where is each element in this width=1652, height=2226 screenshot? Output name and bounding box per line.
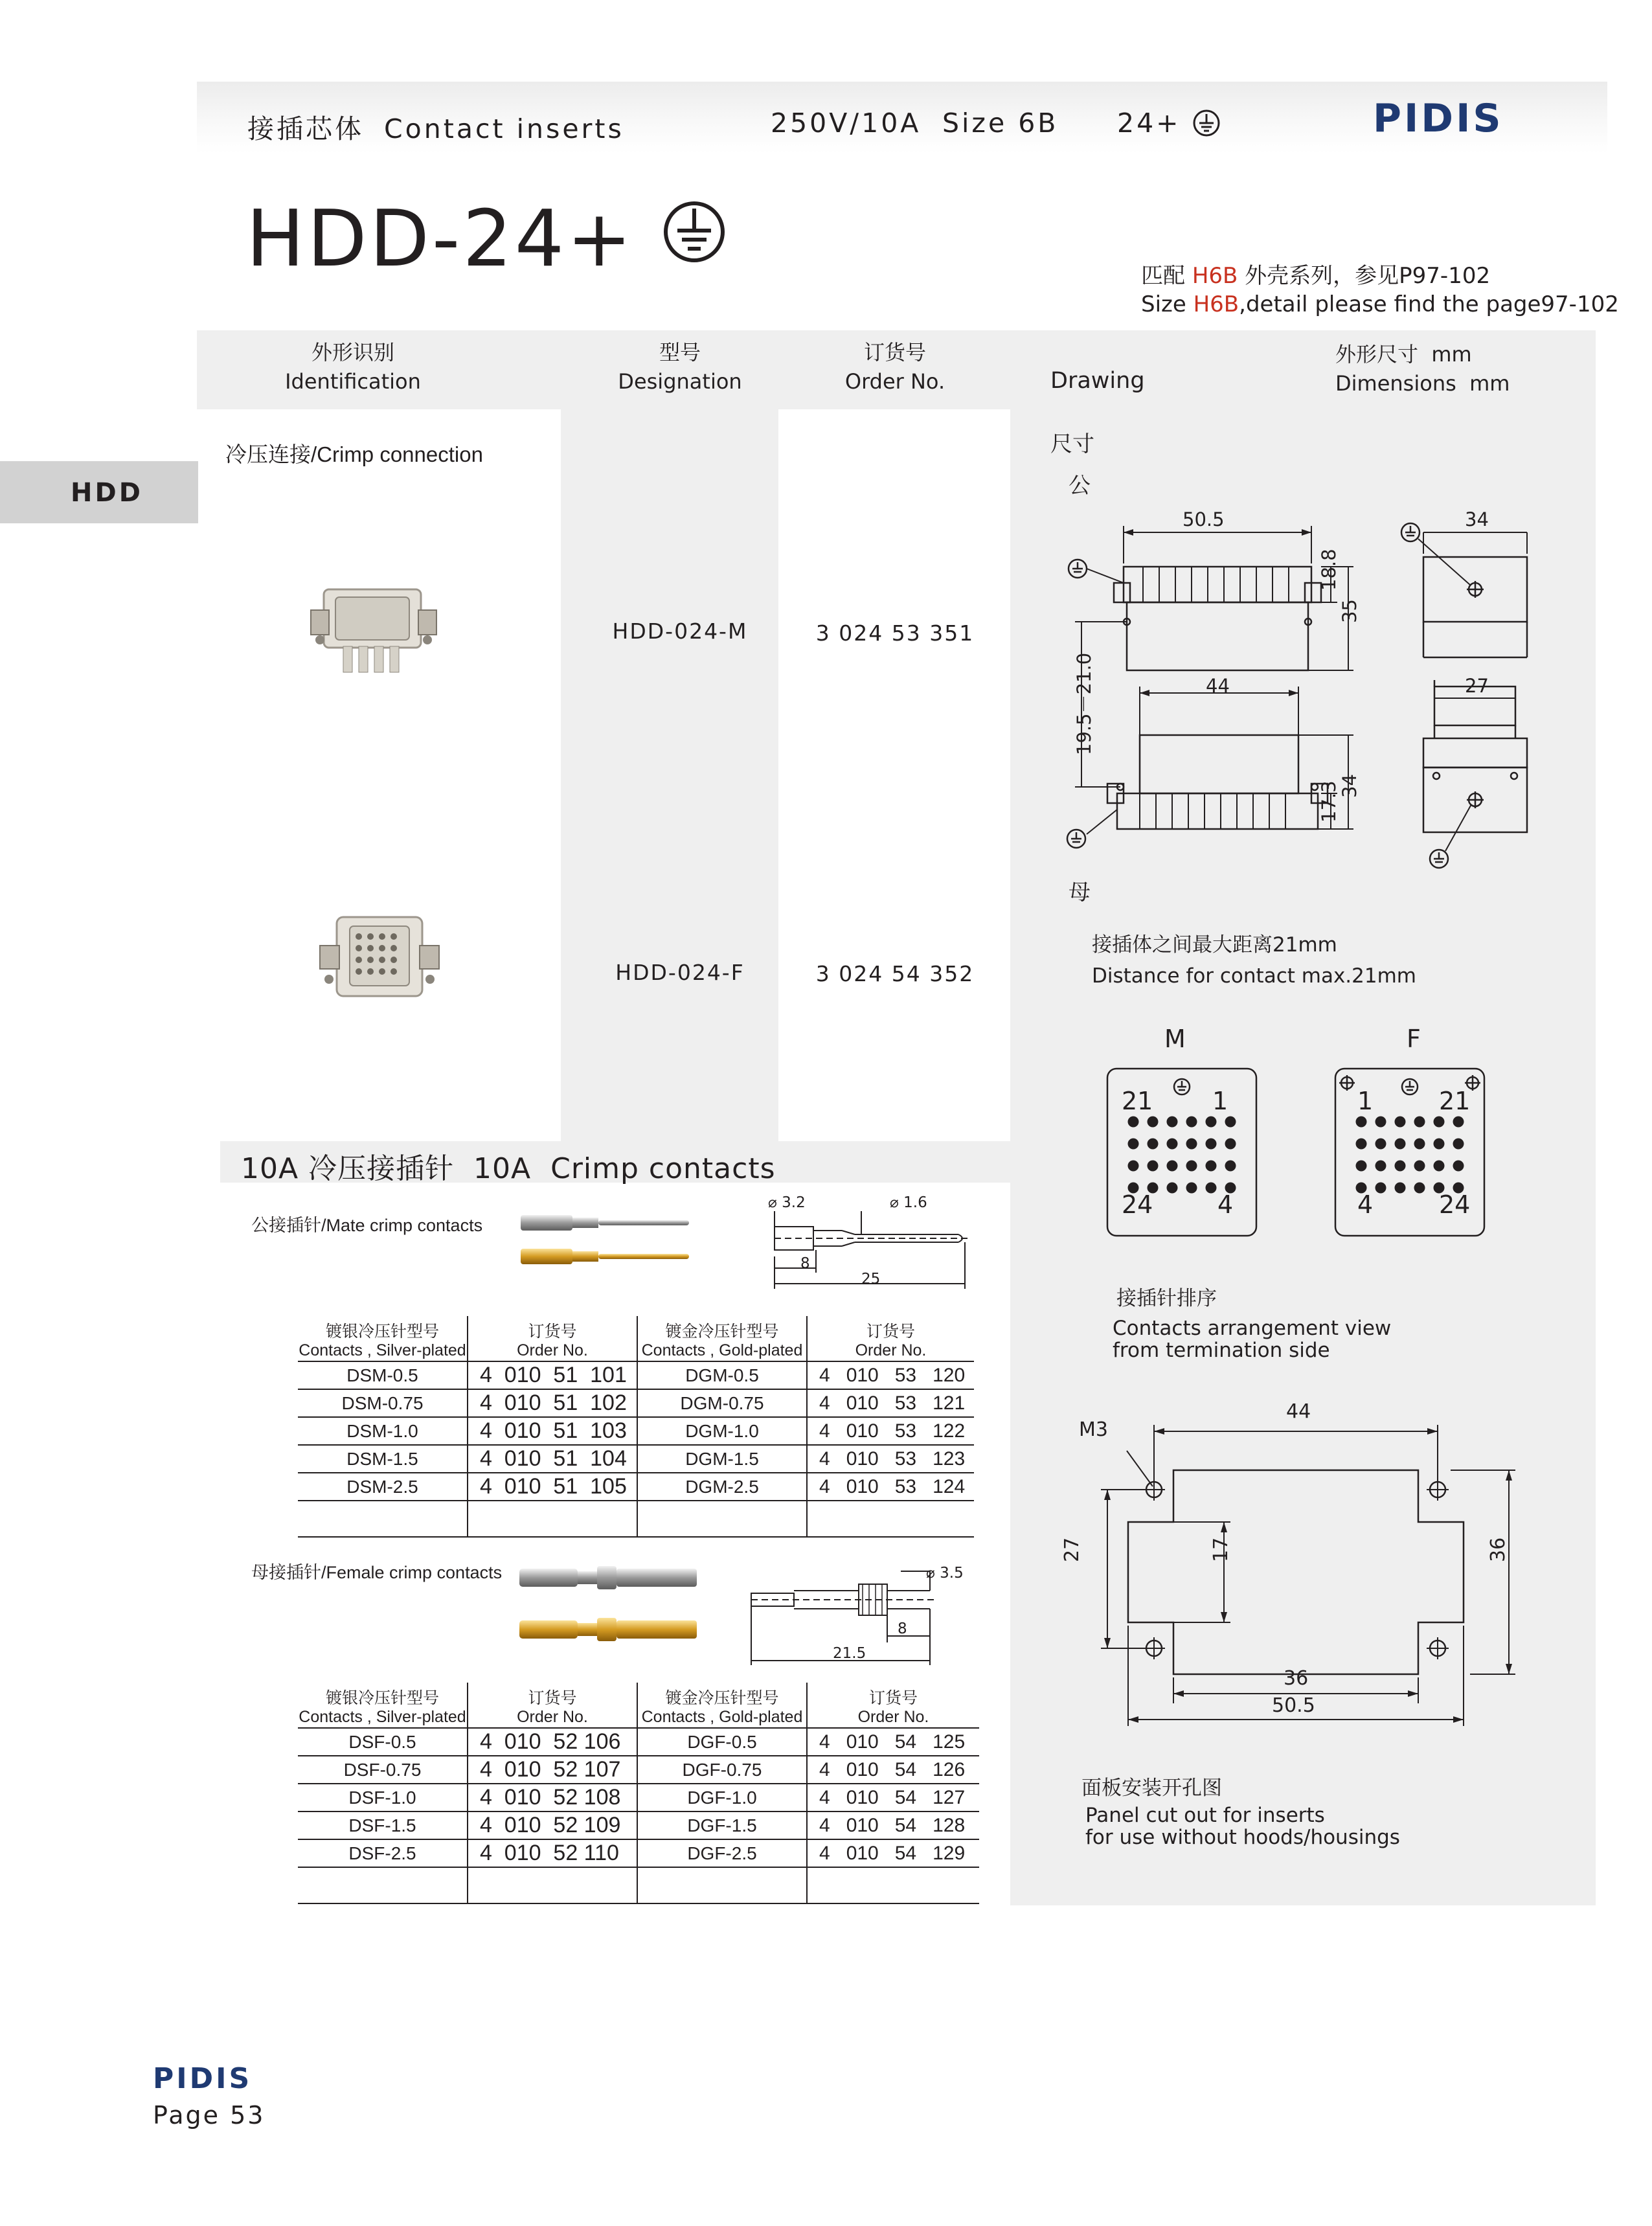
dim-19-5-21-0: 19.5－21.0 [1073, 652, 1095, 755]
female-table-cell-silver-no: 4 010 52 106 [468, 1728, 637, 1756]
header-category [247, 108, 624, 146]
match-en-prefix: Size [1141, 291, 1186, 317]
mate-table-cell-gold-no: 4 010 53 122 [807, 1417, 974, 1445]
female-insert-photo [315, 908, 444, 1005]
cutout-dim-50-5: 50.5 [1272, 1694, 1315, 1717]
dim-50-5: 50.5 [1182, 508, 1225, 530]
arrangement-note-cn: 接插针排序 [1116, 1287, 1217, 1310]
female-head-order-1 [468, 1683, 637, 1728]
col-designation-en: Designation [618, 369, 742, 394]
mate-table-cell-silver: DSM-0.75 [298, 1389, 468, 1417]
order-no-female: 3 024 54 352 [815, 961, 975, 986]
dim-17-3: 17.3 [1318, 780, 1340, 823]
designation-male: HDD-024-M [612, 619, 748, 644]
f-corner-bl: 4 [1357, 1190, 1374, 1219]
crimp-section-title: 10A 冷压接插针 10A Crimp contacts [241, 1152, 776, 1185]
contact-pin [1225, 1117, 1236, 1128]
col-dimensions-unit: mm [1431, 342, 1472, 367]
female-head-order-1-en: Order No. [517, 1708, 588, 1726]
female-head-gold-en: Contacts , Gold-plated [641, 1708, 803, 1726]
footer-page: Page 53 [153, 2101, 266, 2129]
mate-head-order-2-cn: 订货号 [866, 1323, 915, 1341]
col-dimensions-unit-en: mm [1469, 371, 1510, 396]
dim-18-8: 18.8 [1318, 549, 1340, 591]
female-table-cell-silver-no: 4 010 52 108 [468, 1784, 637, 1811]
mate-table-cell-gold: DGM-1.0 [637, 1417, 807, 1445]
mate-table-row-empty [298, 1501, 974, 1537]
female-table-row [298, 1839, 979, 1867]
mate-table-cell-silver: DSM-1.5 [298, 1445, 468, 1473]
female-table-cell-gold-no: 4 010 54 129 [807, 1839, 979, 1867]
match-cn-suffix: 外壳系列，参见P97-102 [1245, 263, 1491, 289]
m-corner-br: 4 [1217, 1190, 1234, 1219]
cutout-note-en-2: for use without hoods/housings [1085, 1826, 1400, 1849]
female-table-cell-gold: DGF-1.5 [637, 1811, 807, 1839]
contact-pin [1128, 1139, 1139, 1150]
crimp-connection-label: 冷压连接/Crimp connection [225, 442, 483, 466]
female-contacts-photo [515, 1556, 703, 1653]
col-designation [583, 338, 777, 396]
female-head-order-1-cn: 订货号 [528, 1689, 577, 1707]
contact-pin [1186, 1161, 1197, 1172]
contact-pin [1167, 1117, 1178, 1128]
m-corner-tl: 21 [1122, 1087, 1153, 1115]
match-en-suffix: ,detail please find the page97-102 [1239, 291, 1619, 317]
arrangement-note-en-1: Contacts arrangement view [1113, 1317, 1392, 1340]
cutout-dim-36-horizontal: 36 [1284, 1667, 1309, 1690]
female-table-row [298, 1756, 979, 1784]
header-rating: 250V/10A [771, 108, 922, 139]
contact-pin [1356, 1161, 1367, 1172]
mate-head-gold-cn: 镀金冷压针型号 [665, 1323, 779, 1341]
mate-table-cell-silver: DSM-2.5 [298, 1473, 468, 1501]
cutout-dim-36-vertical: 36 [1487, 1537, 1510, 1562]
female-head-order-2-cn: 订货号 [868, 1689, 918, 1707]
mate-table-cell-gold-no: 4 010 53 123 [807, 1445, 974, 1473]
contact-pin [1414, 1117, 1425, 1128]
mate-contacts-label-cn: 公接插针 [251, 1216, 321, 1235]
designation-female: HDD-024-F [615, 960, 745, 985]
contact-pin [1414, 1183, 1425, 1194]
female-table-cell-silver-no: 4 010 52 110 [468, 1839, 637, 1867]
match-note-en [1141, 291, 1619, 317]
contact-pin [1375, 1139, 1386, 1150]
contact-pin [1128, 1117, 1139, 1128]
contact-pin [1356, 1139, 1367, 1150]
contact-pin [1395, 1161, 1406, 1172]
arrangement-f-label: F [1407, 1025, 1421, 1053]
f-corner-tr: 21 [1439, 1087, 1471, 1115]
arrangement-m-label: M [1164, 1025, 1186, 1053]
female-dim-3: 21.5 [833, 1645, 866, 1662]
mate-table-cell-silver: DSM-0.5 [298, 1361, 468, 1389]
contact-pin [1375, 1183, 1386, 1194]
mate-table-cell-silver-no: 4 010 51 102 [468, 1389, 637, 1417]
col-dimensions-en: Dimensions [1335, 371, 1456, 396]
female-contacts-label-cn: 母接插针 [251, 1563, 321, 1582]
mate-dim-4: 25 [861, 1271, 881, 1288]
mate-head-order-2-en: Order No. [855, 1341, 927, 1359]
f-corner-br: 24 [1439, 1190, 1471, 1219]
contact-pin [1395, 1139, 1406, 1150]
mate-dim-2: ⌀ 1.6 [890, 1194, 927, 1211]
drawing-female-label: 母 [1069, 880, 1091, 905]
mate-table-row [298, 1417, 974, 1445]
female-table-cell-silver: DSF-1.0 [298, 1784, 468, 1811]
contact-pin [1186, 1117, 1197, 1128]
mate-head-gold-en: Contacts , Gold-plated [641, 1341, 803, 1359]
earth-icon [662, 199, 727, 264]
col-drawing: Drawing [1050, 368, 1145, 394]
female-table-cell-silver: DSF-2.5 [298, 1839, 468, 1867]
female-table-cell-empty [298, 1867, 468, 1903]
contact-pin [1395, 1117, 1406, 1128]
drawing-male-label: 公 [1069, 473, 1091, 499]
female-table-cell-empty [468, 1867, 637, 1903]
female-head-order-2 [807, 1683, 979, 1728]
page-title-text: HDD-24+ [246, 194, 635, 284]
female-contacts-table [298, 1683, 979, 1904]
contact-pin [1186, 1139, 1197, 1150]
male-insert-photo [304, 576, 447, 680]
cutout-dim-44: 44 [1286, 1400, 1311, 1423]
contact-pin [1148, 1139, 1159, 1150]
contact-pin [1434, 1117, 1445, 1128]
mate-table-cell-gold: DGM-2.5 [637, 1473, 807, 1501]
contact-pin [1167, 1139, 1178, 1150]
col-identification [246, 338, 460, 396]
mate-dim-1: ⌀ 3.2 [768, 1194, 806, 1211]
m-corner-bl: 24 [1122, 1190, 1153, 1219]
dim-35: 35 [1339, 599, 1361, 623]
cutout-note-cn: 面板安装开孔图 [1081, 1777, 1222, 1800]
mate-table-cell-empty [468, 1501, 637, 1537]
f-corner-tl: 1 [1357, 1087, 1374, 1115]
match-note-cn [1141, 258, 1490, 290]
mate-table-row [298, 1445, 974, 1473]
col-identification-en: Identification [285, 369, 421, 394]
header-poles [1117, 108, 1221, 139]
female-table-cell-gold: DGF-0.75 [637, 1756, 807, 1784]
contact-pin [1453, 1139, 1464, 1150]
match-cn-prefix: 匹配 [1141, 263, 1185, 289]
mate-table-header [298, 1316, 974, 1361]
header-brand: PIDIS [1373, 96, 1504, 141]
side-tab-label: HDD [71, 478, 143, 508]
contact-pin [1395, 1183, 1406, 1194]
female-dim-1: ⌀ 3.5 [926, 1565, 964, 1582]
contact-pin [1128, 1161, 1139, 1172]
contact-pin [1453, 1161, 1464, 1172]
female-head-gold-cn: 镀金冷压针型号 [665, 1689, 779, 1707]
col-order-en: Order No. [844, 369, 945, 394]
female-head-silver-en: Contacts , Silver-plated [299, 1708, 466, 1726]
earth-icon [1192, 109, 1221, 137]
mate-table-row [298, 1361, 974, 1389]
header-size: Size 6B [942, 108, 1059, 139]
contact-pin [1453, 1117, 1464, 1128]
female-table-row [298, 1811, 979, 1839]
mate-table-cell-empty [298, 1501, 468, 1537]
distance-note-cn: 接插体之间最大距离21mm [1092, 933, 1337, 957]
female-table-cell-gold-no: 4 010 54 125 [807, 1728, 979, 1756]
contact-pin [1225, 1139, 1236, 1150]
arrangement-note-en-2: from termination side [1113, 1339, 1330, 1362]
page-title [246, 194, 727, 285]
contact-pin [1414, 1161, 1425, 1172]
mate-table-cell-silver: DSM-1.0 [298, 1417, 468, 1445]
mate-table-cell-gold-no: 4 010 53 120 [807, 1361, 974, 1389]
mate-head-order-1-en: Order No. [517, 1341, 588, 1359]
contact-pin [1148, 1161, 1159, 1172]
female-head-gold [637, 1683, 807, 1728]
contact-pin [1167, 1161, 1178, 1172]
dim-27: 27 [1465, 675, 1489, 697]
mate-head-silver-en: Contacts , Silver-plated [299, 1341, 466, 1359]
mate-table-row [298, 1473, 974, 1501]
designation-column-bg [561, 409, 778, 1141]
female-table-cell-gold: DGF-2.5 [637, 1839, 807, 1867]
match-en-hood: H6B [1193, 291, 1239, 317]
footer-brand: PIDIS [153, 2062, 253, 2095]
female-head-order-2-en: Order No. [857, 1708, 929, 1726]
female-table-cell-silver-no: 4 010 52 109 [468, 1811, 637, 1839]
female-table-cell-silver: DSF-0.75 [298, 1756, 468, 1784]
dim-34: 34 [1465, 508, 1489, 530]
mate-head-order-1 [468, 1316, 637, 1361]
mate-head-order-1-cn: 订货号 [528, 1323, 577, 1341]
mate-table-cell-gold: DGM-0.5 [637, 1361, 807, 1389]
mate-table-cell-silver-no: 4 010 51 101 [468, 1361, 637, 1389]
mate-table-cell-silver-no: 4 010 51 104 [468, 1445, 637, 1473]
mate-contacts-table [298, 1316, 974, 1538]
mate-contacts-label [251, 1211, 482, 1236]
col-order-cn: 订货号 [863, 340, 926, 365]
col-designation-cn: 型号 [659, 340, 701, 365]
mate-contacts-photo [517, 1203, 705, 1275]
mate-table-cell-gold-no: 4 010 53 121 [807, 1389, 974, 1417]
mate-head-silver-cn: 镀银冷压针型号 [325, 1323, 439, 1341]
mate-contacts-label-en: /Mate crimp contacts [321, 1216, 483, 1235]
contact-pin [1206, 1161, 1217, 1172]
female-table-header [298, 1683, 979, 1728]
contact-pin [1375, 1161, 1386, 1172]
header-category-en: Contact inserts [384, 113, 624, 144]
female-table-row [298, 1784, 979, 1811]
mate-table-row [298, 1389, 974, 1417]
mate-table-cell-silver-no: 4 010 51 105 [468, 1473, 637, 1501]
female-table-cell-gold-no: 4 010 54 127 [807, 1784, 979, 1811]
female-dim-2: 8 [898, 1620, 907, 1637]
contact-pin [1356, 1117, 1367, 1128]
drawing-size-label: 尺寸 [1050, 431, 1094, 457]
female-table-cell-empty [807, 1867, 979, 1903]
contact-pin [1375, 1117, 1386, 1128]
female-table-cell-gold: DGF-1.0 [637, 1784, 807, 1811]
col-dimensions [1335, 340, 1510, 398]
female-head-silver [298, 1683, 468, 1728]
female-table-row [298, 1728, 979, 1756]
m-corner-tr: 1 [1212, 1087, 1228, 1115]
contact-pin [1434, 1139, 1445, 1150]
cutout-note-en-1: Panel cut out for inserts [1085, 1804, 1325, 1827]
mate-table-cell-gold: DGM-0.75 [637, 1389, 807, 1417]
header-category-cn: 接插芯体 [247, 113, 364, 144]
mate-table-cell-silver-no: 4 010 51 103 [468, 1417, 637, 1445]
cutout-dim-17: 17 [1210, 1537, 1232, 1562]
contact-pin [1167, 1183, 1178, 1194]
female-contacts-label [251, 1558, 502, 1584]
contact-pin [1186, 1183, 1197, 1194]
female-table-cell-gold-no: 4 010 54 128 [807, 1811, 979, 1839]
female-table-cell-silver: DSF-1.5 [298, 1811, 468, 1839]
order-no-male: 3 024 53 351 [815, 620, 975, 646]
mate-head-gold [637, 1316, 807, 1361]
cutout-dim-27: 27 [1061, 1537, 1083, 1562]
contact-pin [1225, 1161, 1236, 1172]
female-head-silver-cn: 镀银冷压针型号 [325, 1689, 439, 1707]
col-order [798, 338, 992, 396]
cutout-m3: M3 [1079, 1418, 1108, 1441]
female-contacts-label-en: /Female crimp contacts [321, 1563, 503, 1582]
contact-pin [1206, 1183, 1217, 1194]
col-identification-cn: 外形识别 [311, 340, 394, 365]
mate-table-cell-gold: DGM-1.5 [637, 1445, 807, 1473]
header-poles-text: 24+ [1117, 108, 1181, 139]
female-table-cell-silver-no: 4 010 52 107 [468, 1756, 637, 1784]
match-cn-hood: H6B [1192, 263, 1238, 289]
dim-34b: 34 [1339, 774, 1361, 798]
female-table-cell-empty [637, 1867, 807, 1903]
contact-pin [1206, 1117, 1217, 1128]
mate-table-cell-gold-no: 4 010 53 124 [807, 1473, 974, 1501]
col-dimensions-cn: 外形尺寸 [1335, 342, 1419, 367]
contact-pin [1148, 1117, 1159, 1128]
mate-table-cell-empty [637, 1501, 807, 1537]
mate-dim-3: 8 [800, 1255, 810, 1272]
contact-pin [1434, 1161, 1445, 1172]
mate-head-silver [298, 1316, 468, 1361]
female-table-cell-silver: DSF-0.5 [298, 1728, 468, 1756]
dim-44: 44 [1206, 675, 1230, 697]
mate-table-cell-empty [807, 1501, 974, 1537]
female-table-cell-gold-no: 4 010 54 126 [807, 1756, 979, 1784]
female-table-row-empty [298, 1867, 979, 1903]
contact-arrangement [1101, 1062, 1567, 1244]
contact-pin [1414, 1139, 1425, 1150]
distance-note-en: Distance for contact max.21mm [1092, 964, 1416, 988]
female-table-cell-gold: DGF-0.5 [637, 1728, 807, 1756]
contact-pin [1206, 1139, 1217, 1150]
mate-head-order-2 [807, 1316, 974, 1361]
